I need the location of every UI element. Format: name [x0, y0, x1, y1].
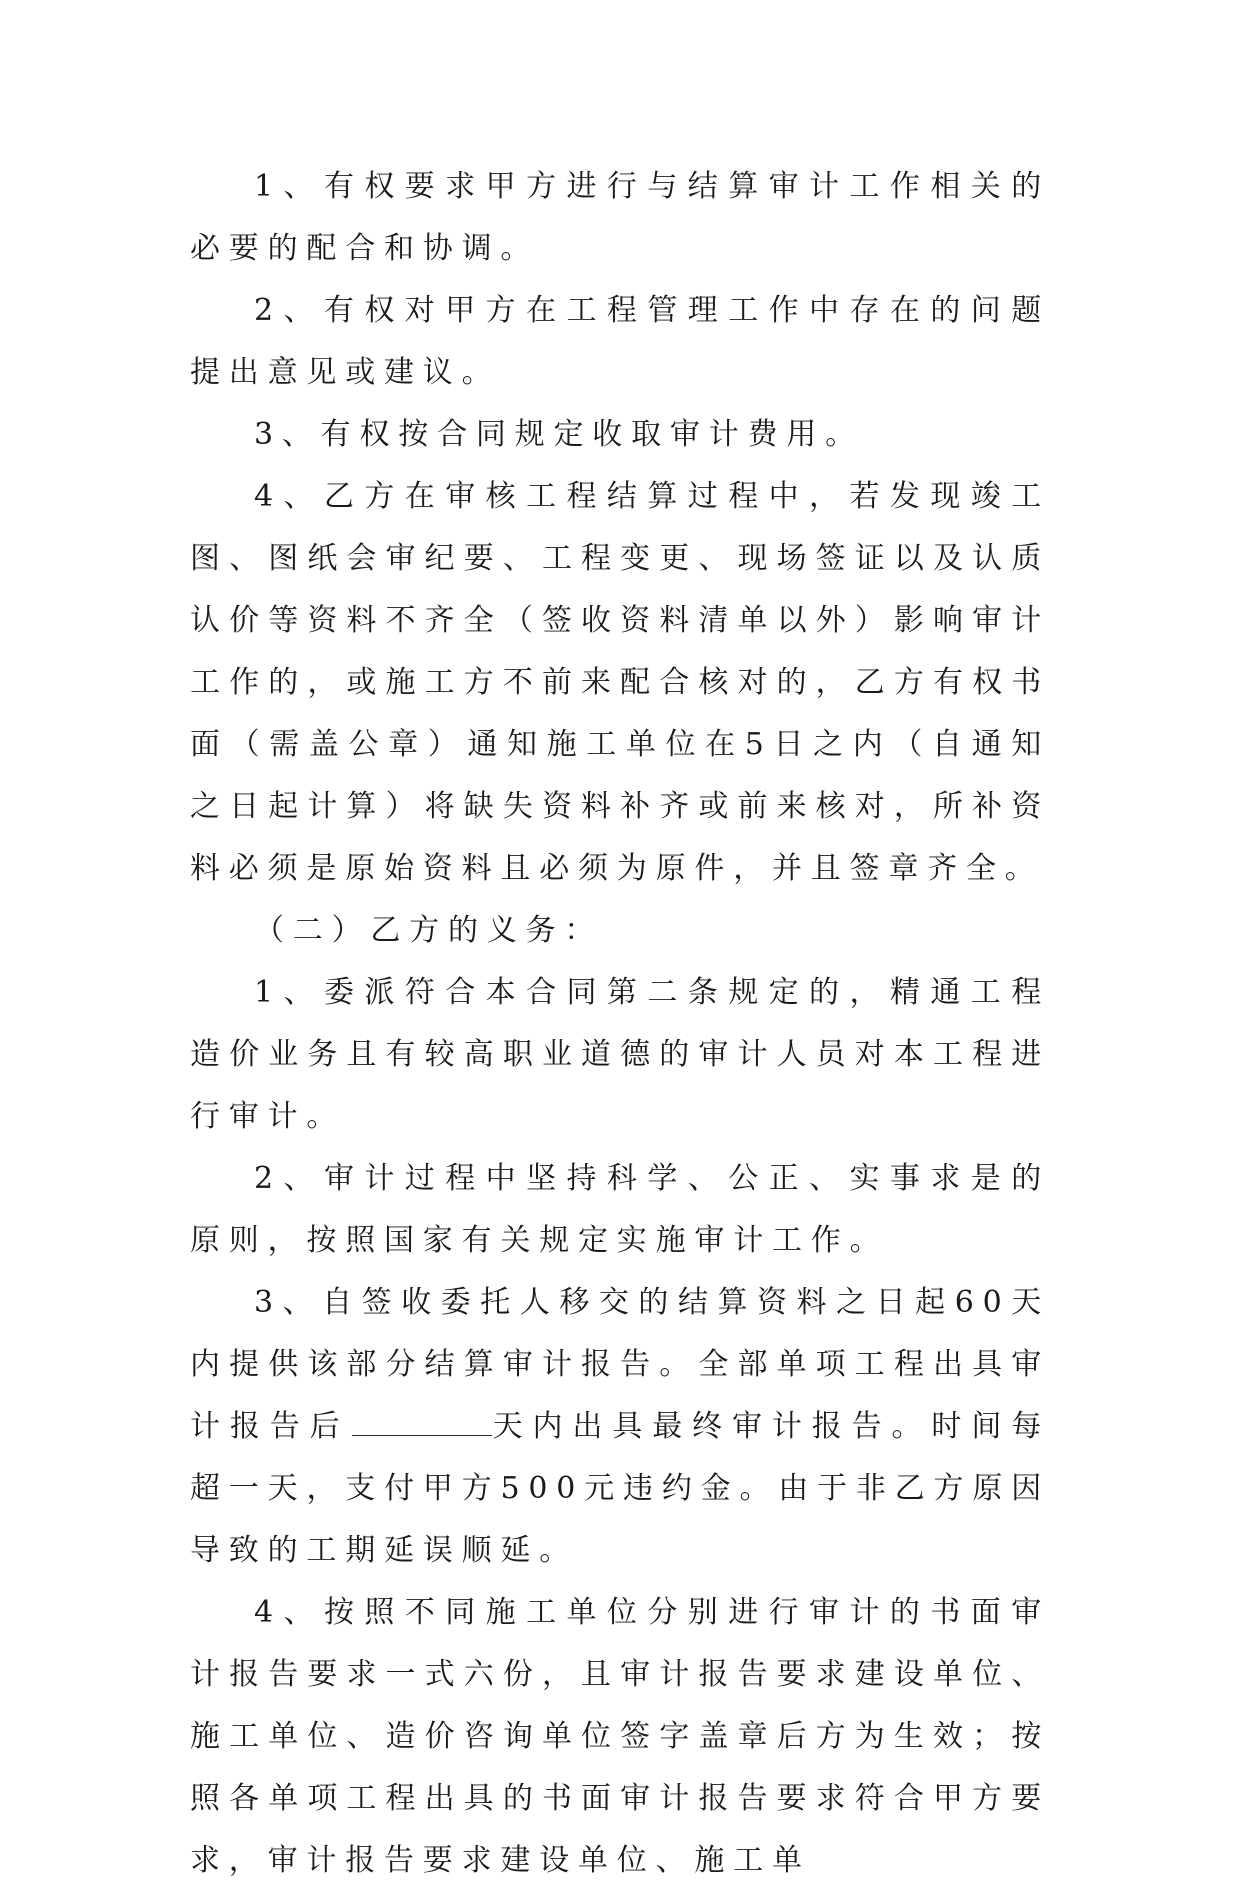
- paragraph-right-4: 4、乙方在审核工程结算过程中，若发现竣工图、图纸会审纪要、工程变更、现场签证以及认质认价等资料不齐全（签收资料清单以外）影响审计工作的，或施工方不前来配合核对的，乙方有权书面（需盖公章）通知施工单位在5日之内（自通知之日起计算）将缺失资料补齐或前来核对，所补资料必须是原始资料且必须为原件，并且签章齐全。: [190, 479, 1050, 886]
- section-heading-obligations: （二）乙方的义务：: [254, 913, 604, 948]
- paragraph-obligation-3-after: 天内出具最终审计报告。时间每超一天，支付甲方500元违约金。由于非乙方原因导致的工期延误顺延。: [190, 1409, 1051, 1568]
- fill-in-blank: [352, 1405, 492, 1436]
- paragraph-obligation-3-before: 3、自签收委托人移交的结算资料之日起60天内提供该部分结算审计报告。全部单项工程出具审计报告后: [190, 1285, 1050, 1444]
- paragraph-obligation-2: 2、审计过程中坚持科学、公正、实事求是的原则，按照国家有关规定实施审计工作。: [190, 1161, 1050, 1258]
- paragraph-right-2: 2、有权对甲方在工程管理工作中存在的问题提出意见或建议。: [190, 293, 1050, 390]
- paragraph-obligation-1: 1、委派符合本合同第二条规定的，精通工程造价业务且有较高职业道德的审计人员对本工程进行审计。: [190, 975, 1050, 1134]
- paragraph-obligation-4: 4、按照不同施工单位分别进行审计的书面审计报告要求一式六份，且审计报告要求建设单位、施工单位、造价咨询单位签字盖章后方为生效；按照各单项工程出具的书面审计报告要求符合甲方要求，审计报告要求建设单位、施工单: [190, 1595, 1050, 1878]
- paragraph-obligation-3: [190, 1272, 1050, 1582]
- paragraph-right-1: 1、有权要求甲方进行与结算审计工作相关的必要的配合和协调。: [190, 169, 1050, 266]
- paragraph-right-3: 3、有权按合同规定收取审计费用。: [254, 417, 864, 452]
- document-body: [190, 156, 1050, 1892]
